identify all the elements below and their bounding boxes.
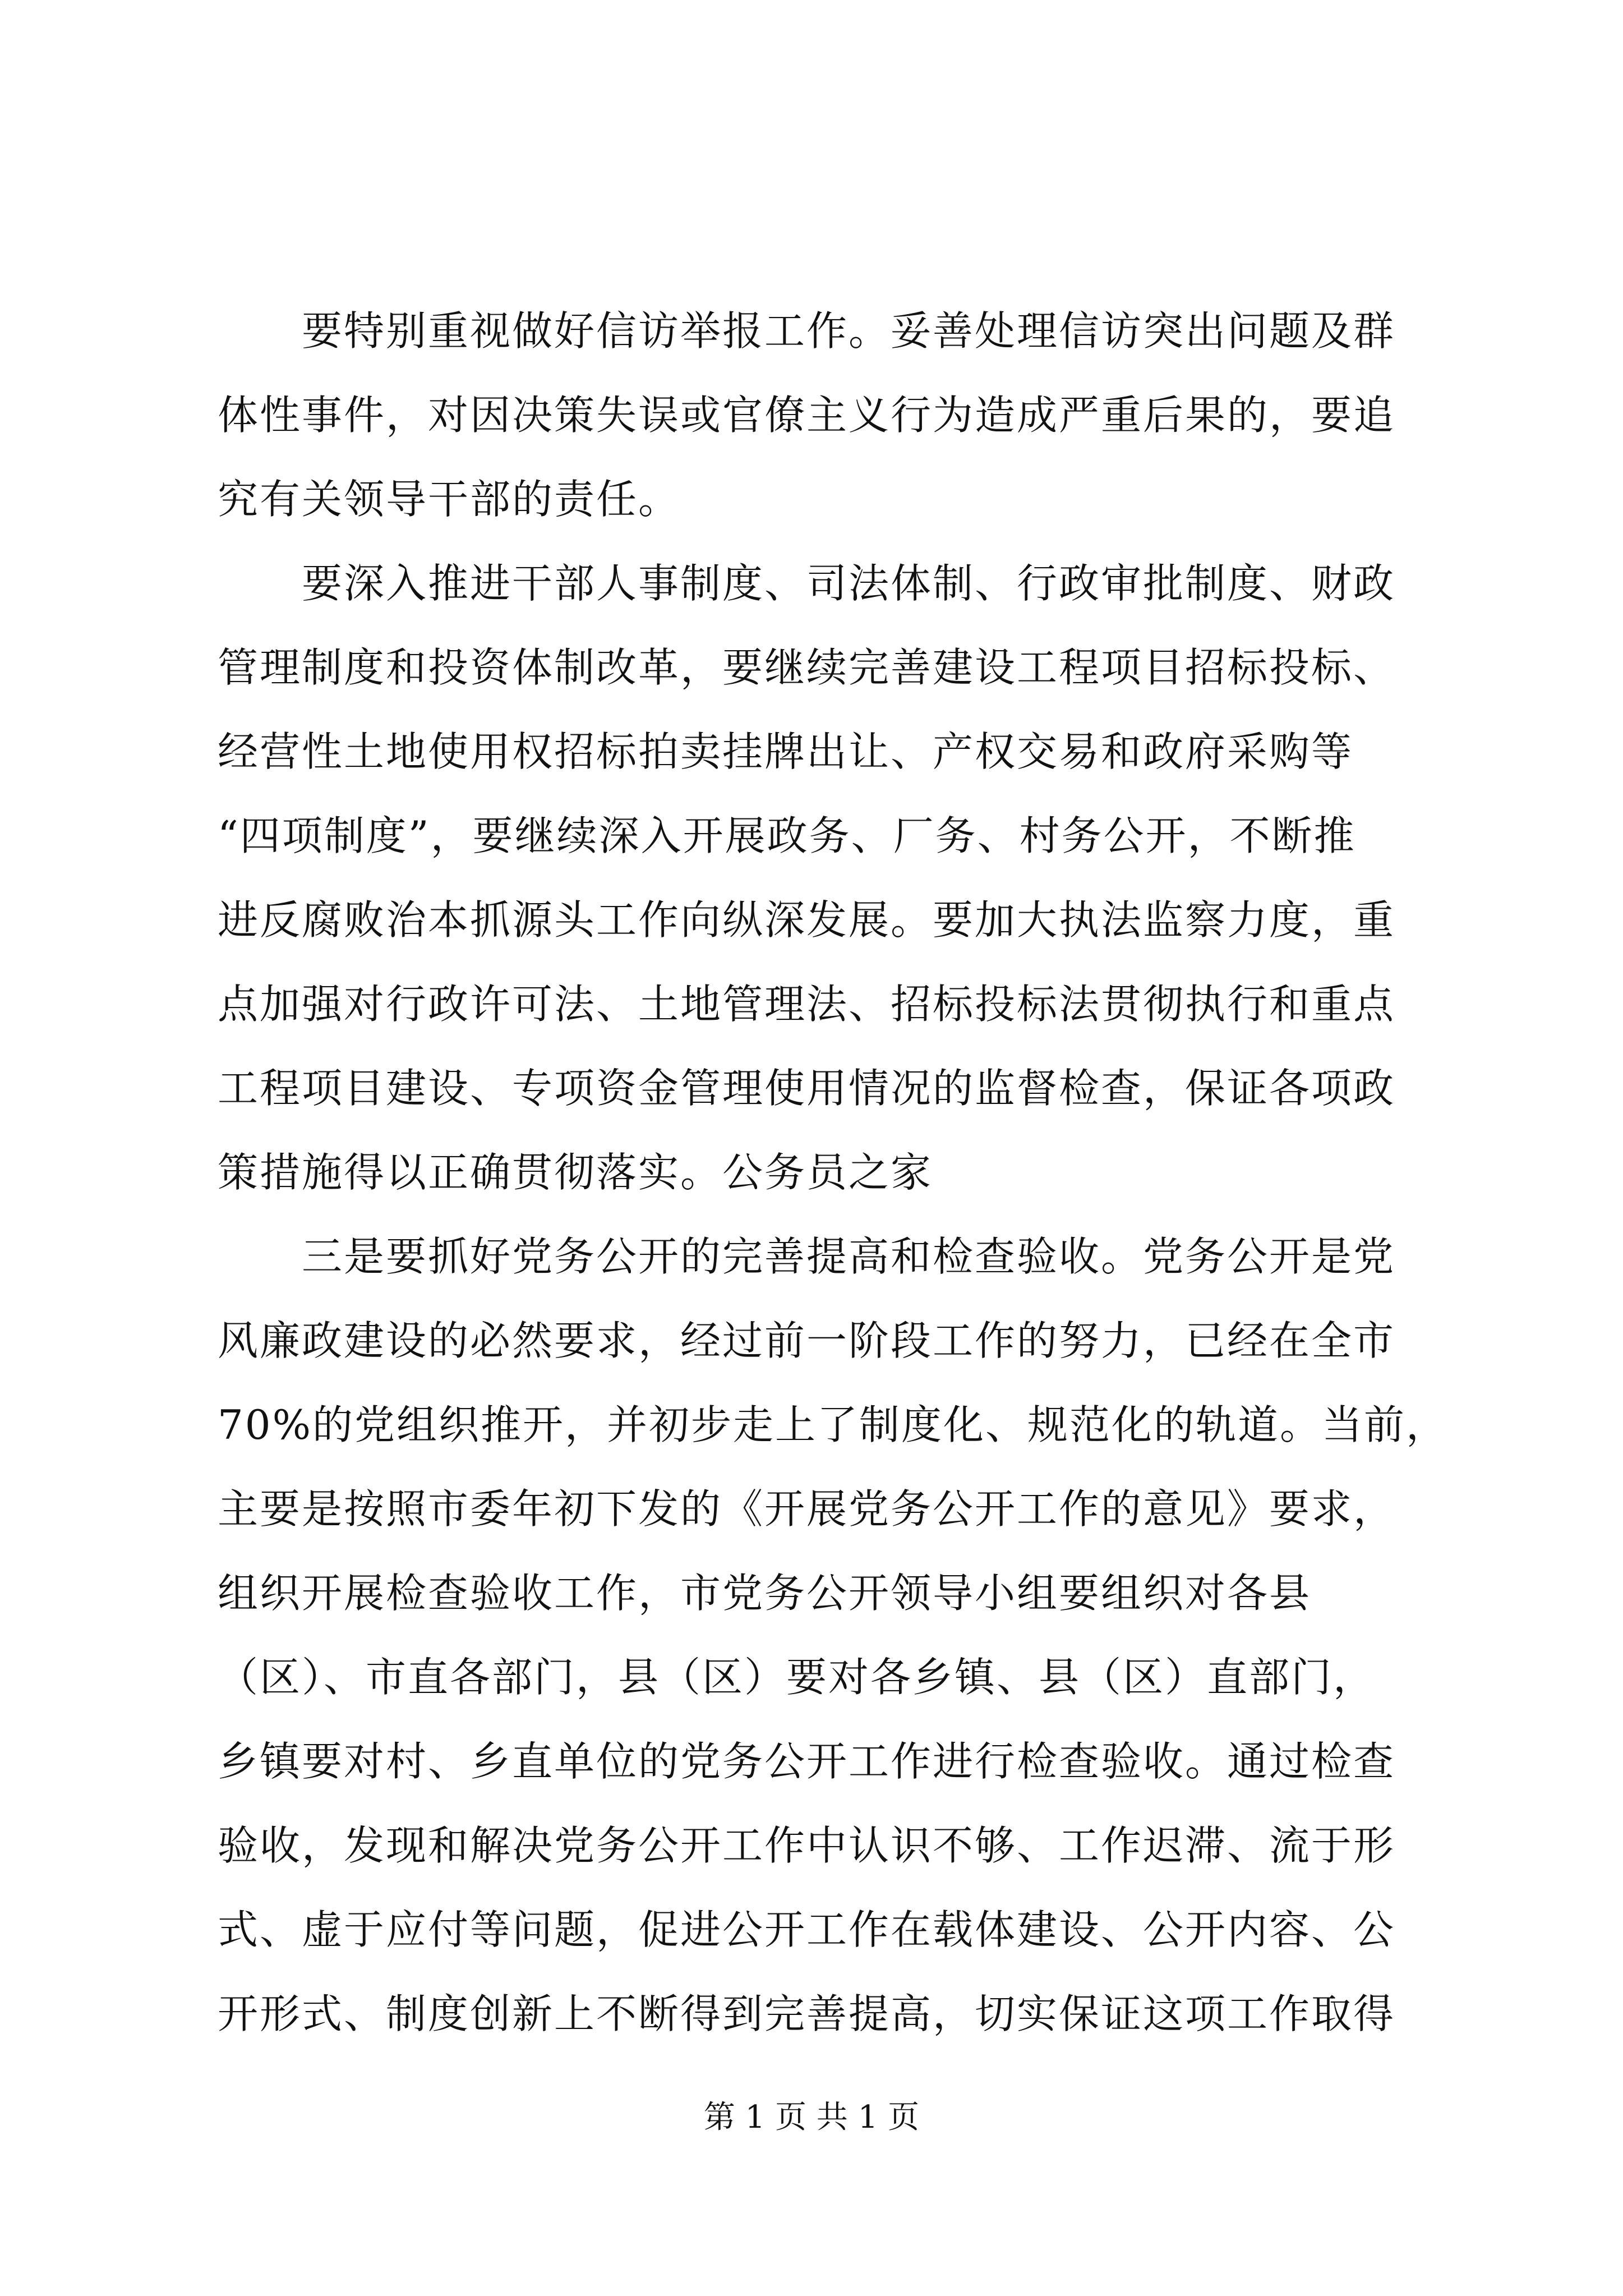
text-line: 管理制度和投资体制改革，要继续完善建设工程项目招标投标、 — [218, 644, 1396, 691]
text-line: 三是要抓好党务公开的完善提高和检查验收。党务公开是党 — [218, 1233, 1396, 1280]
text-line: 进反腐败治本抓源头工作向纵深发展。要加大执法监察力度，重 — [218, 896, 1396, 944]
text-line: 经营性土地使用权招标拍卖挂牌出让、产权交易和政府采购等 — [218, 728, 1354, 775]
text-line: 开形式、制度创新上不断得到完善提高，切实保证这项工作取得 — [218, 1990, 1396, 2037]
text-line: 验收，发现和解决党务公开工作中认识不够、工作迟滞、流于形 — [218, 1822, 1396, 1869]
text-line: 风廉政建设的必然要求，经过前一阶段工作的努力，已经在全市 — [218, 1317, 1396, 1364]
text-line: 要特别重视做好信访举报工作。妥善处理信访突出问题及群 — [218, 307, 1396, 355]
text-line: 乡镇要对村、乡直单位的党务公开工作进行检查验收。通过检查 — [218, 1738, 1396, 1785]
text-line: 要深入推进干部人事制度、司法体制、行政审批制度、财政 — [218, 560, 1396, 607]
text-line: 体性事件，对因决策失误或官僚主义行为造成严重后果的，要追 — [218, 392, 1396, 439]
text-line: 主要是按照市委年初下发的《开展党务公开工作的意见》要求， — [218, 1485, 1396, 1533]
text-line: 式、虚于应付等问题，促进公开工作在载体建设、公开内容、公 — [218, 1906, 1396, 1953]
text-line: “四项制度”，要继续深入开展政务、厂务、村务公开，不断推 — [218, 812, 1356, 859]
text-line: 究有关领导干部的责任。 — [218, 476, 681, 523]
text-line: （区）、市直各部门，县（区）要对各乡镇、县（区）直部门， — [218, 1654, 1376, 1701]
text-line: 点加强对行政许可法、土地管理法、招标投标法贯彻执行和重点 — [218, 981, 1396, 1028]
text-line: 策措施得以正确贯彻落实。公务员之家 — [218, 1149, 933, 1196]
page-footer: 第 1 页 共 1 页 — [703, 2099, 920, 2136]
text-line: 70%的党组织推开，并初步走上了制度化、规范化的轨道。当前， — [218, 1401, 1449, 1448]
text-line: 组织开展检查验收工作，市党务公开领导小组要组织对各县 — [218, 1570, 1312, 1617]
text-line: 工程项目建设、专项资金管理使用情况的监督检查，保证各项政 — [218, 1065, 1396, 1112]
